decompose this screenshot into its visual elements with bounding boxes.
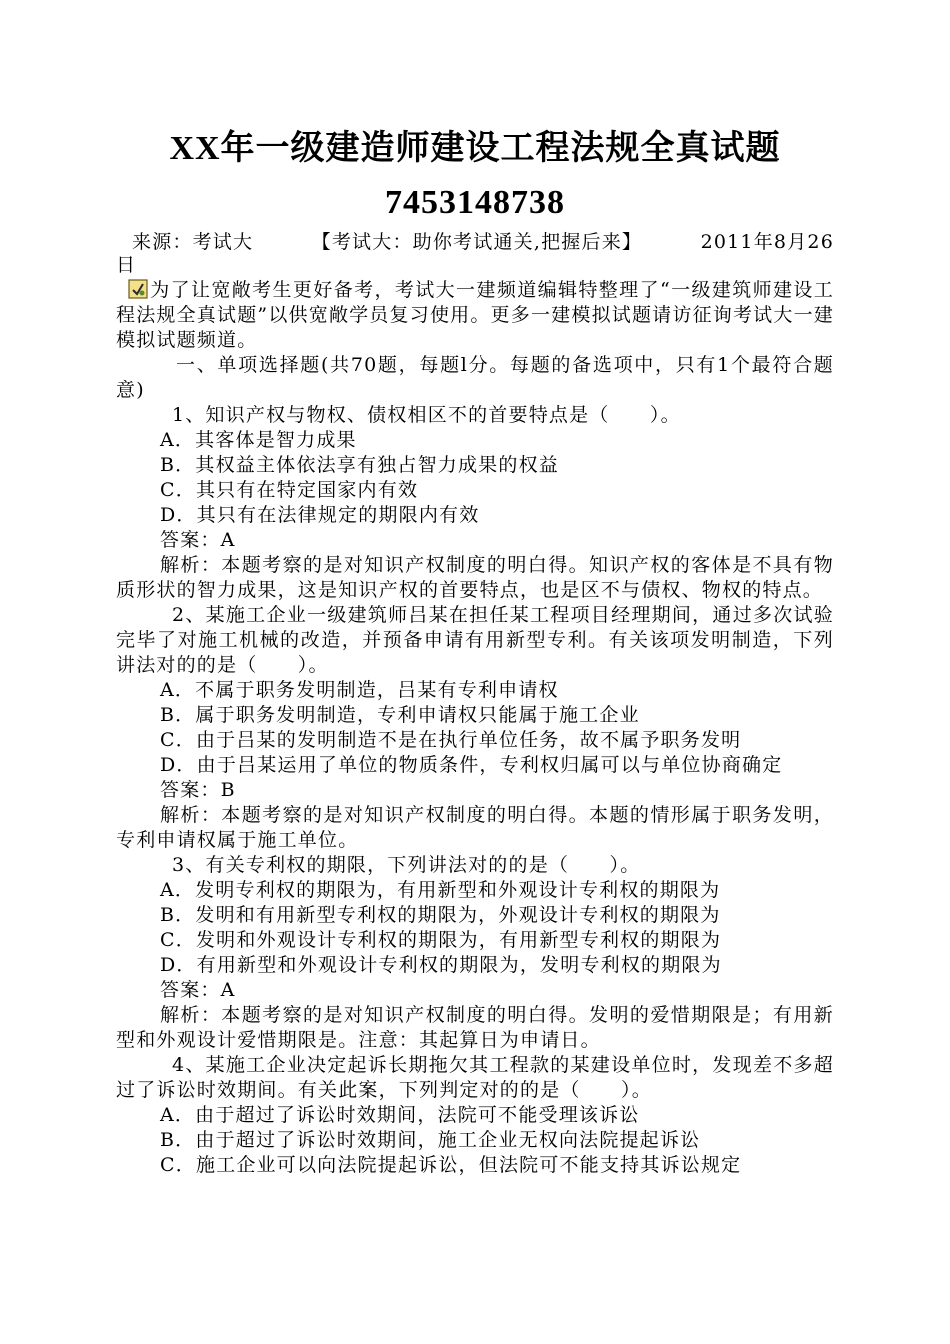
document-title [116, 122, 834, 230]
answer: 答案：B [160, 779, 236, 801]
intro-text: 为了让宽敞考生更好备考，考试大一建频道编辑特整理了“一级建筑师建设工程法规全真试题”以供宽敞学员复习使用。更多一建模拟试题请访征询考试大一建模拟试题频道。 [116, 279, 834, 351]
option-c: C．其只有在特定国家内有效 [160, 479, 419, 501]
explanation: 解析：本题考察的是对知识产权制度的明白得。发明的爱惜期限是；有用新型和外观设计爱惜期限是。注意：其起算日为申请日。 [116, 1004, 834, 1051]
source-line [116, 230, 834, 255]
answer: 答案：A [160, 979, 236, 1001]
option-b: B．其权益主体依法享有独占智力成果的权益 [160, 454, 559, 476]
source-date-head: 2011年8月26 [700, 231, 834, 253]
option-b: B．属于职务发明制造，专利申请权只能属于施工企业 [160, 704, 640, 726]
option-a: A．不属于职务发明制造，吕某有专利申请权 [160, 679, 559, 701]
title-line-2: 7453148738 [385, 184, 565, 221]
question-stem: 2、某施工企业一级建筑师吕某在担任某工程项目经理期间，通过多次试验完毕了对施工机械的改造，并预备申请有用新型专利。有关该项发明制造，下列讲法对的的是（ ）。 [116, 604, 834, 676]
option-d: D．有用新型和外观设计专利权的期限为，发明专利权的期限为 [160, 954, 722, 976]
option-c: C．由于吕某的发明制造不是在执行单位任务，故不属予职务发明 [160, 729, 742, 751]
question-stem: 1、知识产权与物权、债权相区不的首要特点是（ ）。 [172, 404, 681, 426]
option-d: D．其只有在法律规定的期限内有效 [160, 504, 480, 526]
option-a: A．发明专利权的期限为，有用新型和外观设计专利权的期限为 [160, 879, 721, 901]
section-heading: 一、单项选择题(共70题，每题l分。每题的备选项中，只有1个最符合题意) [116, 354, 834, 401]
option-c: C．施工企业可以向法院提起诉讼，但法院可不能支持其诉讼规定 [160, 1154, 742, 1176]
option-b: B．由于超过了诉讼时效期间，施工企业无权向法院提起诉讼 [160, 1129, 701, 1151]
source-slogan: 【考试大：助你考试通关,把握后来】 [311, 231, 643, 253]
explanation: 解析：本题考察的是对知识产权制度的明白得。知识产权的客体是不具有物质形状的智力成果，这是知识产权的首要特点，也是区不与债权、物权的特点。 [116, 554, 834, 601]
hyperlink-icon[interactable] [128, 279, 148, 299]
option-b: B．发明和有用新型专利权的期限为，外观设计专利权的期限为 [160, 904, 721, 926]
option-d: D．由于吕某运用了单位的物质条件，专利权归属可以与单位协商确定 [160, 754, 783, 776]
explanation: 解析：本题考察的是对知识产权制度的明白得。本题的情形属于职务发明，专利申请权属于施工单位。 [116, 804, 834, 851]
document-page [116, 122, 834, 1178]
option-c: C．发明和外观设计专利权的期限为，有用新型专利权的期限为 [160, 929, 722, 951]
title-line-1: XX年一级建造师建设工程法规全真试题 [169, 130, 781, 167]
intro-paragraph [116, 278, 834, 353]
option-a: A．其客体是智力成果 [160, 429, 357, 451]
answer: 答案：A [160, 529, 236, 551]
question-stem: 3、有关专利权的期限，下列讲法对的的是（ ）。 [172, 854, 641, 876]
question-stem: 4、某施工企业决定起诉长期拖欠其工程款的某建设单位时，发现差不多超过了诉讼时效期间。有关此案，下列判定对的的是（ ）。 [116, 1054, 834, 1101]
source-date-tail: 日 [116, 254, 137, 276]
source-label: 来源：考试大 [132, 231, 254, 253]
option-a: A．由于超过了诉讼时效期间，法院可不能受理该诉讼 [160, 1104, 640, 1126]
